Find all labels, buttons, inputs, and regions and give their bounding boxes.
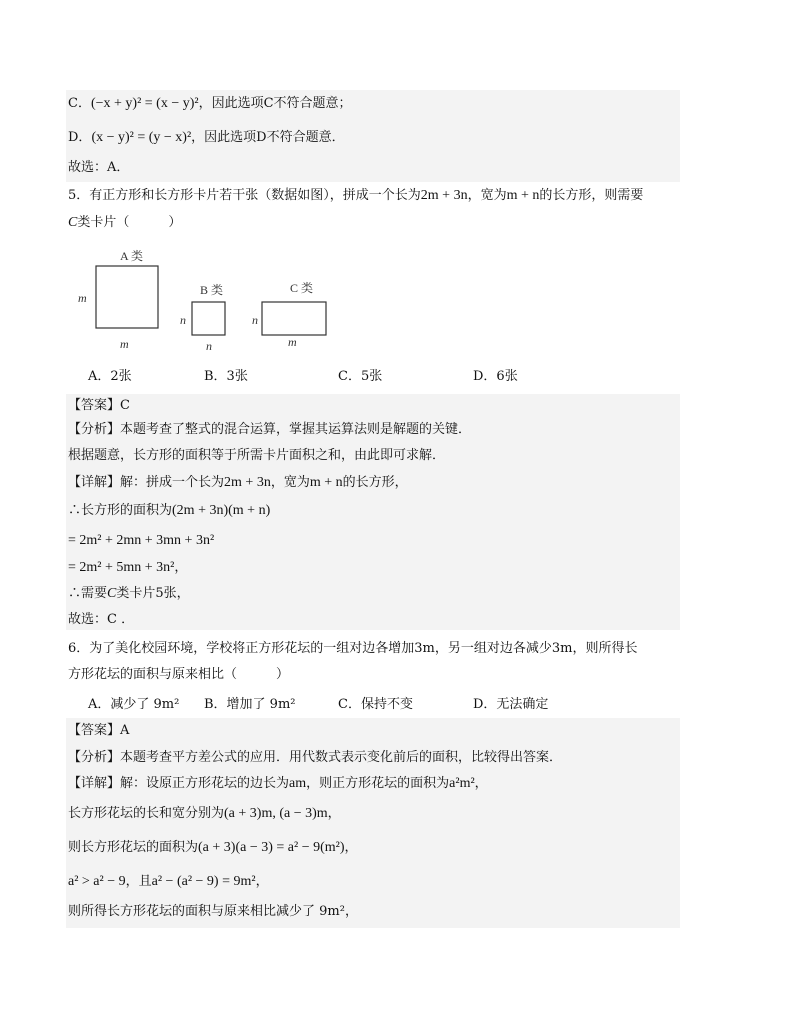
q5-detail-line4: = 2m² + 5mn + 3n²，: [68, 560, 188, 575]
card-b-side: n: [180, 313, 186, 327]
q5-detail-line3: = 2m² + 2mn + 3mn + 3n²: [68, 533, 215, 548]
q5-answer: 【答案】C: [68, 398, 130, 413]
card-c-label: C 类: [290, 281, 314, 295]
card-c-rectangle: [262, 302, 326, 335]
card-b-label: B 类: [200, 283, 224, 297]
q6-detail-line2: 长方形花坛的长和宽分别为(a + 3)m, (a − 3)m，: [68, 806, 341, 821]
q5-option-b[interactable]: B．3张: [204, 369, 248, 384]
card-a-side: m: [78, 291, 87, 305]
q5-card-figure: [68, 244, 348, 354]
q6-option-b[interactable]: B．增加了 9m²: [204, 697, 296, 712]
q6-detail-line1: 【详解】解：设原正方形花坛的边长为am，则正方形花坛的面积为a²m²，: [68, 776, 488, 791]
q6-answer: 【答案】A: [68, 723, 130, 738]
q4-option-d-explanation: D．(x − y)² = (y − x)²，因此选项D不符合题意．: [68, 130, 345, 145]
card-a-square: [96, 266, 158, 328]
q6-stem-line1: 6．为了美化校园环境，学校将正方形花坛的一组对边各增加3m，另一组对边各减少3m，则所得长: [68, 641, 638, 656]
card-b-square: [192, 302, 225, 335]
q6-detail-line5: 则所得长方形花坛的面积与原来相比减少了 9m²，: [68, 904, 358, 919]
q6-option-a[interactable]: A．减少了 9m²: [88, 697, 180, 712]
q6-detail-line4: a² > a² − 9，且a² − (a² − 9) = 9m²，: [68, 874, 269, 889]
q5-analysis-2: 根据题意，长方形的面积等于所需卡片面积之和，由此即可求解．: [68, 448, 446, 463]
q5-detail-line5: ∴需要C类卡片5张，: [68, 586, 190, 601]
q6-option-d[interactable]: D．无法确定: [473, 697, 549, 712]
q6-analysis: 【分析】本题考查平方差公式的应用．用代数式表示变化前后的面积，比较得出答案．: [68, 750, 563, 765]
card-c-bottom: m: [288, 335, 297, 349]
q5-option-a[interactable]: A．2张: [88, 369, 132, 384]
q5-choose: 故选：C ．: [68, 612, 135, 627]
q5-detail-line1: 【详解】解：拼成一个长为2m + 3n，宽为m + n的长方形，: [68, 475, 408, 490]
card-b-bottom: n: [206, 339, 212, 353]
q5-detail-line2: ∴长方形的面积为(2m + 3n)(m + n): [68, 503, 271, 518]
q5-stem-line2: C类卡片（ ）: [68, 215, 182, 230]
card-a-bottom: m: [120, 337, 129, 351]
q6-detail-line3: 则长方形花坛的面积为(a + 3)(a − 3) = a² − 9(m²)，: [68, 840, 358, 855]
q5-stem-line1: 5．有正方形和长方形卡片若干张（数据如图），拼成一个长为2m + 3n，宽为m + n的长方形，则需要: [68, 188, 644, 203]
q6-option-c[interactable]: C．保持不变: [338, 697, 413, 712]
card-a-label: A 类: [120, 249, 144, 263]
q6-stem-line2: 方形花坛的面积与原来相比（ ）: [68, 667, 290, 682]
q4-choose: 故选：A．: [68, 160, 130, 175]
q5-option-d[interactable]: D．6张: [473, 369, 518, 384]
q5-option-c[interactable]: C．5张: [338, 369, 383, 384]
card-c-side: n: [252, 313, 258, 327]
q5-analysis: 【分析】本题考查了整式的混合运算，掌握其运算法则是解题的关键．: [68, 422, 472, 437]
q4-option-c-explanation: C．(−x + y)² = (x − y)²，因此选项C不符合题意；: [68, 96, 352, 111]
